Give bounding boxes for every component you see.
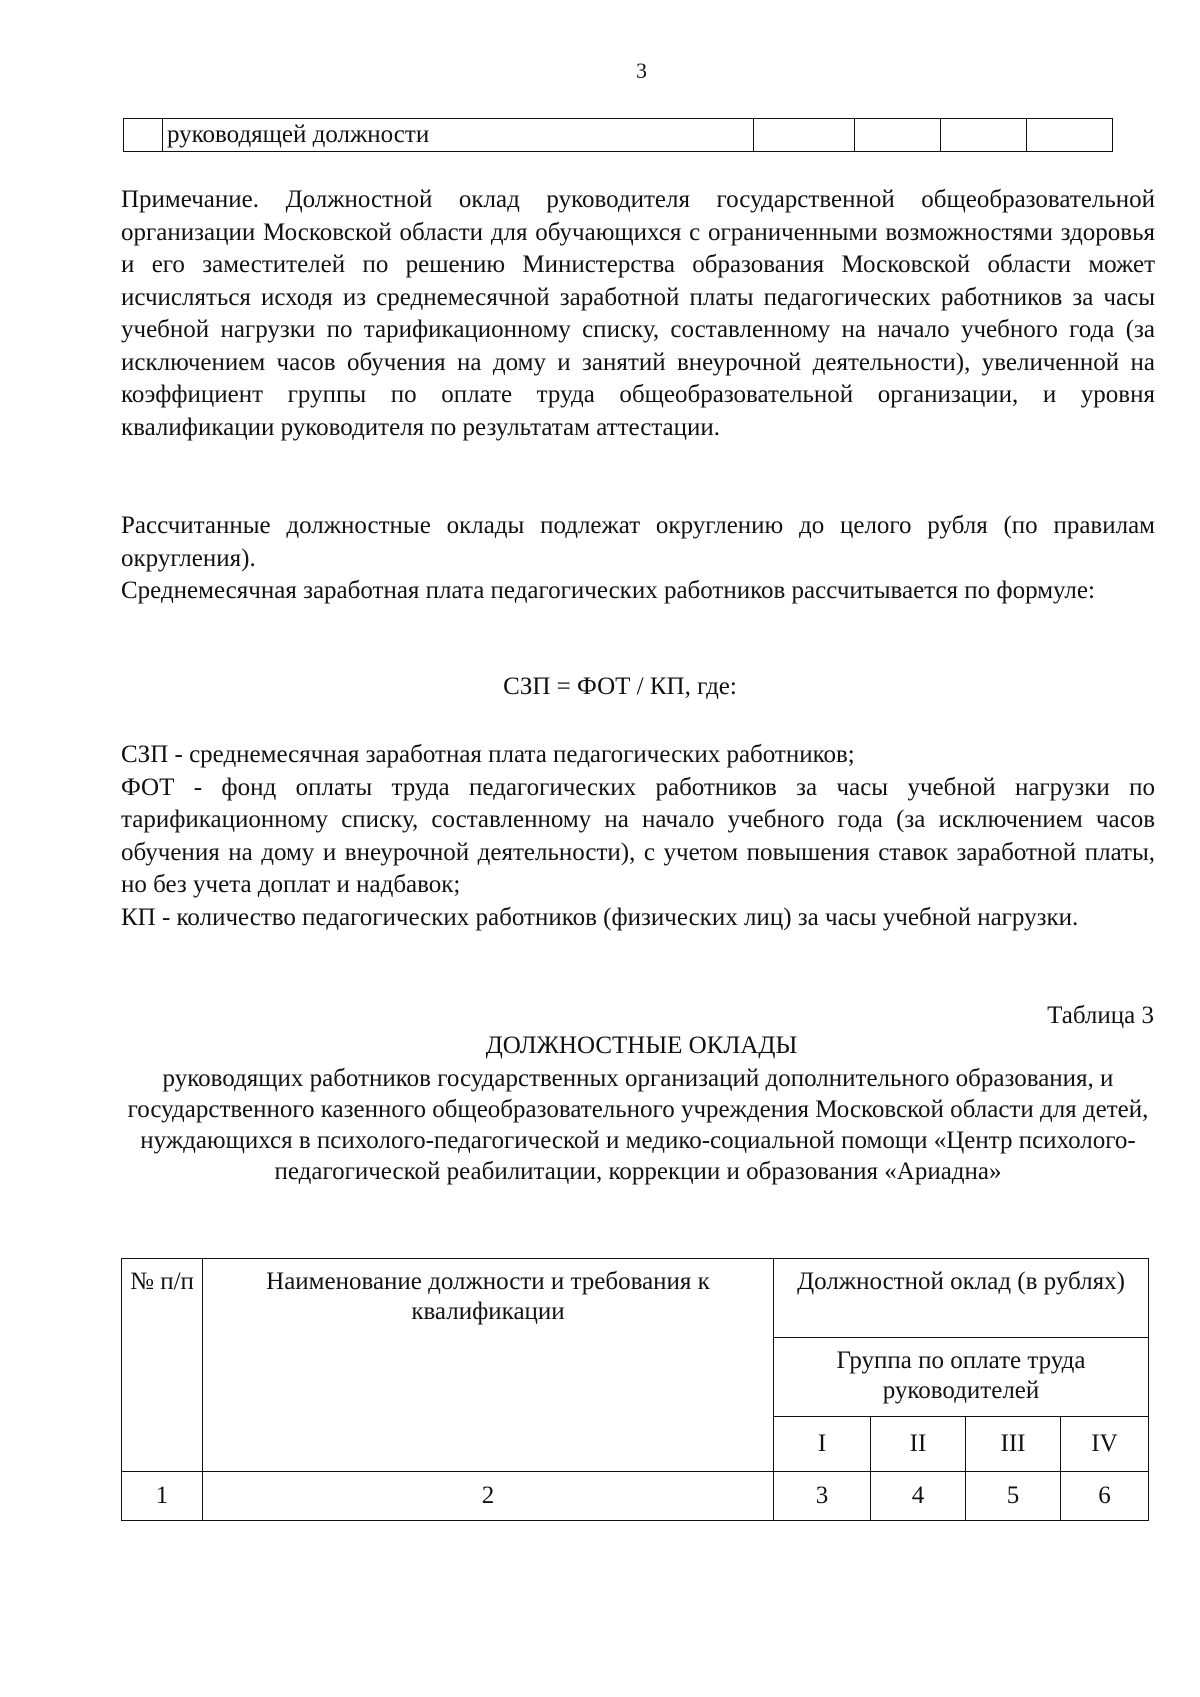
- table-header-row: [122, 1259, 1149, 1338]
- table-row: [124, 119, 1113, 152]
- table-cell: [855, 119, 941, 152]
- header-group-1: I: [774, 1417, 871, 1472]
- header-num: № п/п: [122, 1259, 203, 1472]
- header-group-3: III: [966, 1417, 1061, 1472]
- table-title: ДОЛЖНОСТНЫЕ ОКЛАДЫ: [485, 1032, 798, 1059]
- header-group: Группа по оплате труда руководителей: [774, 1338, 1149, 1417]
- table-cell: [941, 119, 1027, 152]
- rounding-section: [121, 510, 1155, 608]
- table-cell: [754, 119, 855, 152]
- header-name: Наименование должности и требования к квалификации: [203, 1259, 774, 1472]
- column-number: 1: [122, 1472, 203, 1521]
- definition-szp: СЗП - среднемесячная заработная плата педагогических работников;: [121, 741, 855, 768]
- column-number: 4: [871, 1472, 966, 1521]
- column-number: 5: [966, 1472, 1061, 1521]
- table-cell: [124, 119, 163, 152]
- header-group-4: IV: [1061, 1417, 1149, 1472]
- column-number: 2: [203, 1472, 774, 1521]
- formula: СЗП = ФОТ / КП, где:: [503, 673, 737, 700]
- table-cell: руководящей должности: [163, 119, 754, 152]
- note-section: [121, 184, 1155, 444]
- definition-kp: КП - количество педагогических работников (физических лиц) за часы учебной нагрузки.: [121, 903, 1079, 931]
- formula-intro-paragraph: Среднемесячная заработная плата педагогических работников рассчитывается по формуле:: [121, 577, 1095, 604]
- table-cell: [1027, 119, 1113, 152]
- continuation-table: [123, 118, 1113, 152]
- table-caption: Таблица 3: [1047, 1002, 1154, 1029]
- column-number: 3: [774, 1472, 871, 1521]
- header-group-2: II: [871, 1417, 966, 1472]
- definitions-section: [121, 739, 1155, 934]
- table-row: [122, 1472, 1149, 1521]
- column-number: 6: [1061, 1472, 1149, 1521]
- header-salary: Должностной оклад (в рублях): [774, 1259, 1149, 1338]
- table-subtitle: руководящих работников государственных организаций дополнительного образования, и государственного казенного общеобразовательного учреждения Московской области для детей, нуждающихся в психолого-педагогической и медико-социальной помощи «Центр психолого-педагогической реабилитации, коррекции и образования «Ариадна»: [127, 1065, 1149, 1185]
- salary-table: [121, 1258, 1149, 1521]
- page-number: 3: [636, 58, 647, 83]
- rounding-paragraph: Рассчитанные должностные оклады подлежат округлению до целого рубля (по правилам округления).: [121, 512, 1155, 572]
- definition-fot: ФОТ - фонд оплаты труда педагогических работников за часы учебной нагрузки по тарификационному списку, составленному на начало учебного года (за исключением часов обучения на дому и внеурочной деятельности), с учетом повышения ставок заработной платы, но без учета доплат и надбавок;: [121, 773, 1155, 898]
- note-paragraph: Примечание. Должностной оклад руководителя государственной общеобразовательной организации Московской области для обучающихся с ограниченными возможностями здоровья и его заместителей по решению Министерства образования Московской области может исчисляться исходя из среднемесячной заработной платы педагогических работников за часы учебной нагрузки по тарификационному списку, составленному на начало учебного года (за исключением часов обучения на дому и занятий внеурочной деятельности), увеличенной на коэффициент группы по оплате труда общеобразовательной организации, и уровня квалификации руководителя по результатам аттестации.: [121, 186, 1155, 441]
